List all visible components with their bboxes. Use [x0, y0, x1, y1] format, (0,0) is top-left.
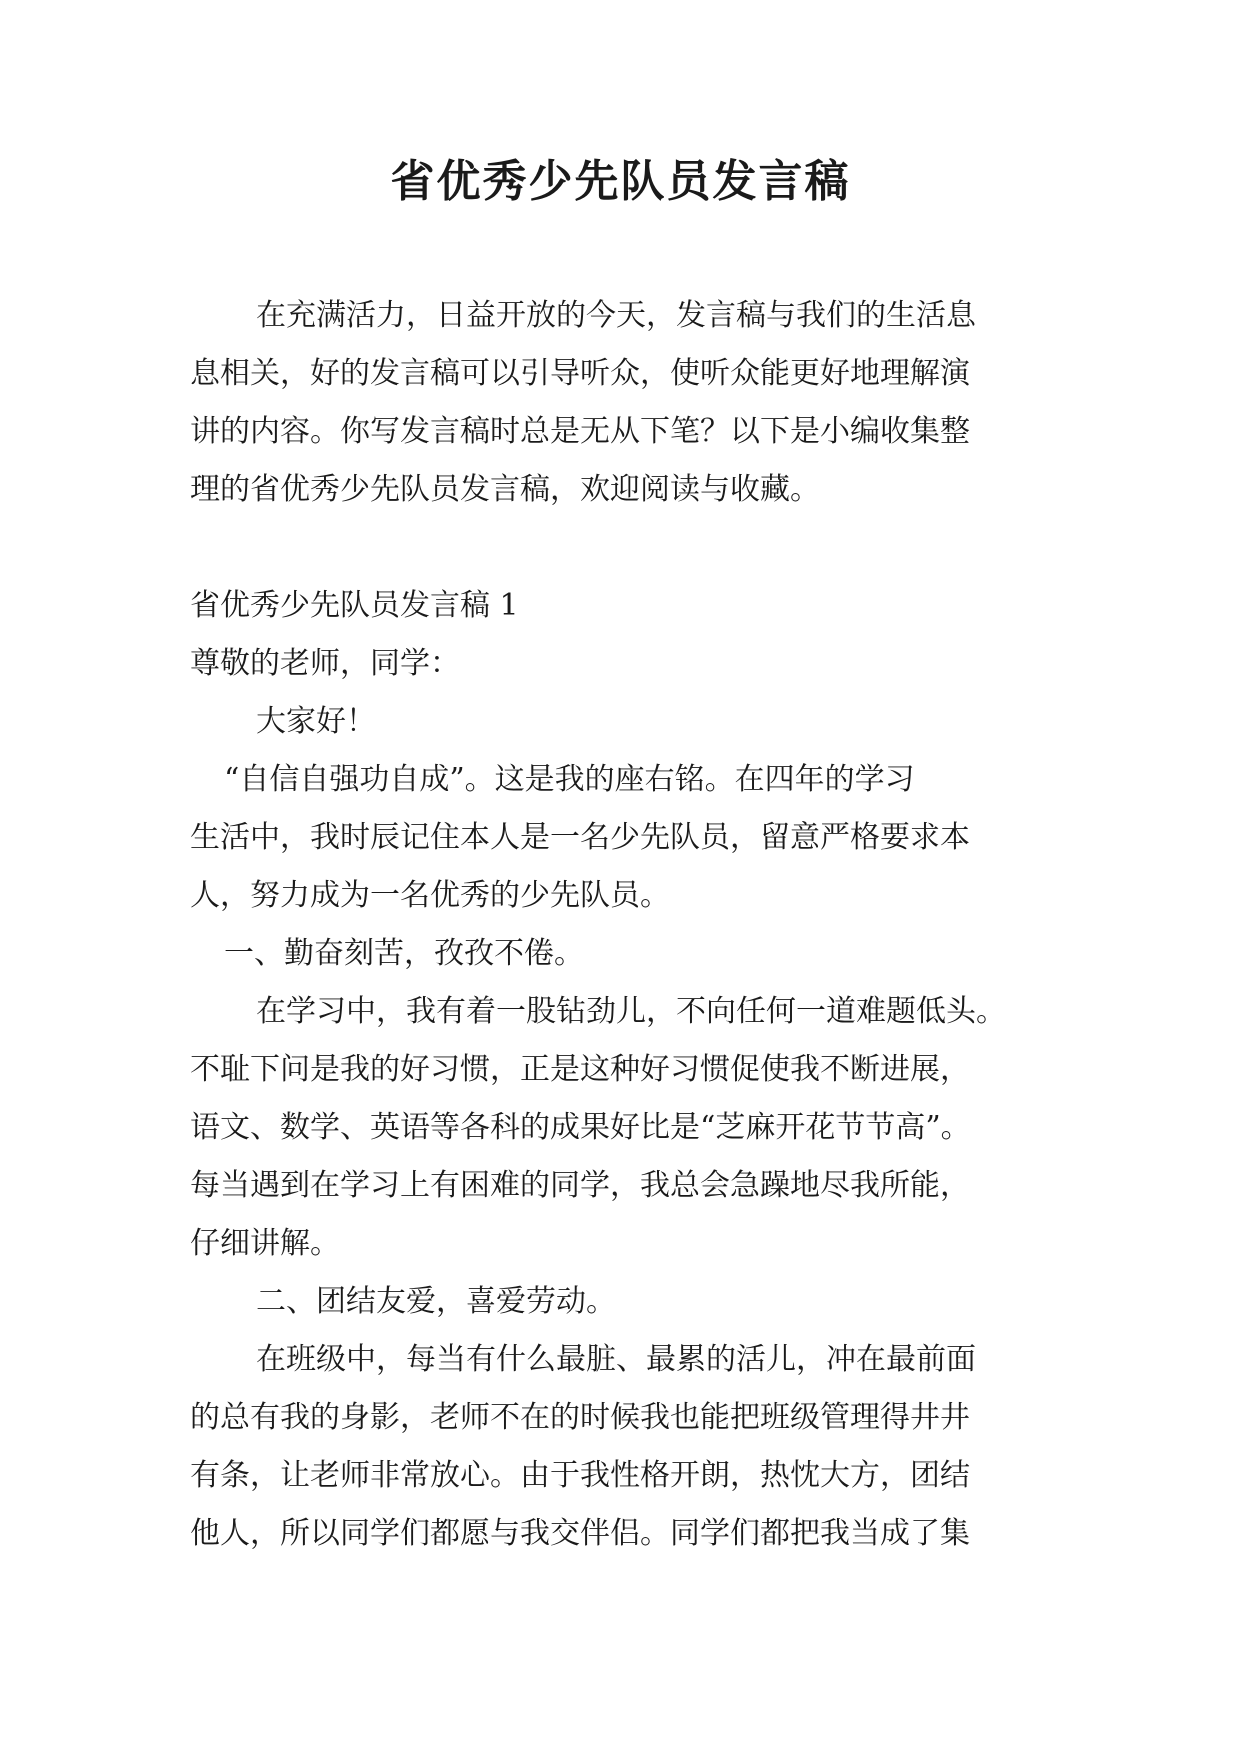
text-line: 在班级中，每当有什么最脏、最累的活儿，冲在最前面	[256, 1342, 976, 1377]
greeting: 大家好！	[256, 704, 376, 739]
text-line: 息相关，好的发言稿可以引导听众，使听众能更好地理解演	[190, 356, 970, 391]
text-line: 生活中，我时辰记住本人是一名少先队员，留意严格要求本	[190, 820, 970, 855]
text-line: 理的省优秀少先队员发言稿，欢迎阅读与收藏。	[190, 472, 820, 507]
point-heading-2: 二、团结友爱，喜爱劳动。	[256, 1284, 616, 1319]
document-body	[190, 287, 1056, 1563]
text-line: “自信自强功自成”。这是我的座右铭。在四年的学习	[224, 762, 915, 797]
document-title: 省优秀少先队员发言稿	[390, 156, 851, 207]
paragraph-class	[190, 1331, 1056, 1563]
salutation: 尊敬的老师，同学：	[190, 646, 460, 681]
paragraph-motto	[190, 751, 1056, 925]
text-line: 在学习中，我有着一股钻劲儿，不向任何一道难题低头。	[256, 994, 1006, 1029]
text-line: 他人，所以同学们都愿与我交伴侣。同学们都把我当成了集	[190, 1516, 970, 1551]
section-heading: 省优秀少先队员发言稿 1	[190, 588, 519, 623]
text-line: 的总有我的身影，老师不在的时候我也能把班级管理得井井	[190, 1400, 970, 1435]
text-line: 有条，让老师非常放心。由于我性格开朗，热忱大方，团结	[190, 1458, 970, 1493]
intro-paragraph	[190, 287, 1056, 519]
text-line: 语文、数学、英语等各科的成果好比是“芝麻开花节节高”。	[190, 1110, 971, 1145]
text-line: 每当遇到在学习上有困难的同学，我总会急躁地尽我所能，	[190, 1168, 970, 1203]
paragraph-study	[190, 983, 1056, 1273]
text-line: 仔细讲解。	[190, 1226, 340, 1261]
text-line: 在充满活力，日益开放的今天，发言稿与我们的生活息	[256, 298, 976, 333]
point-heading-1: 一、勤奋刻苦，孜孜不倦。	[224, 936, 584, 971]
text-line: 不耻下问是我的好习惯，正是这种好习惯促使我不断进展，	[190, 1052, 970, 1087]
spacer	[190, 519, 1056, 577]
text-line: 讲的内容。你写发言稿时总是无从下笔？以下是小编收集整	[190, 414, 970, 449]
text-line: 人，努力成为一名优秀的少先队员。	[190, 878, 670, 913]
